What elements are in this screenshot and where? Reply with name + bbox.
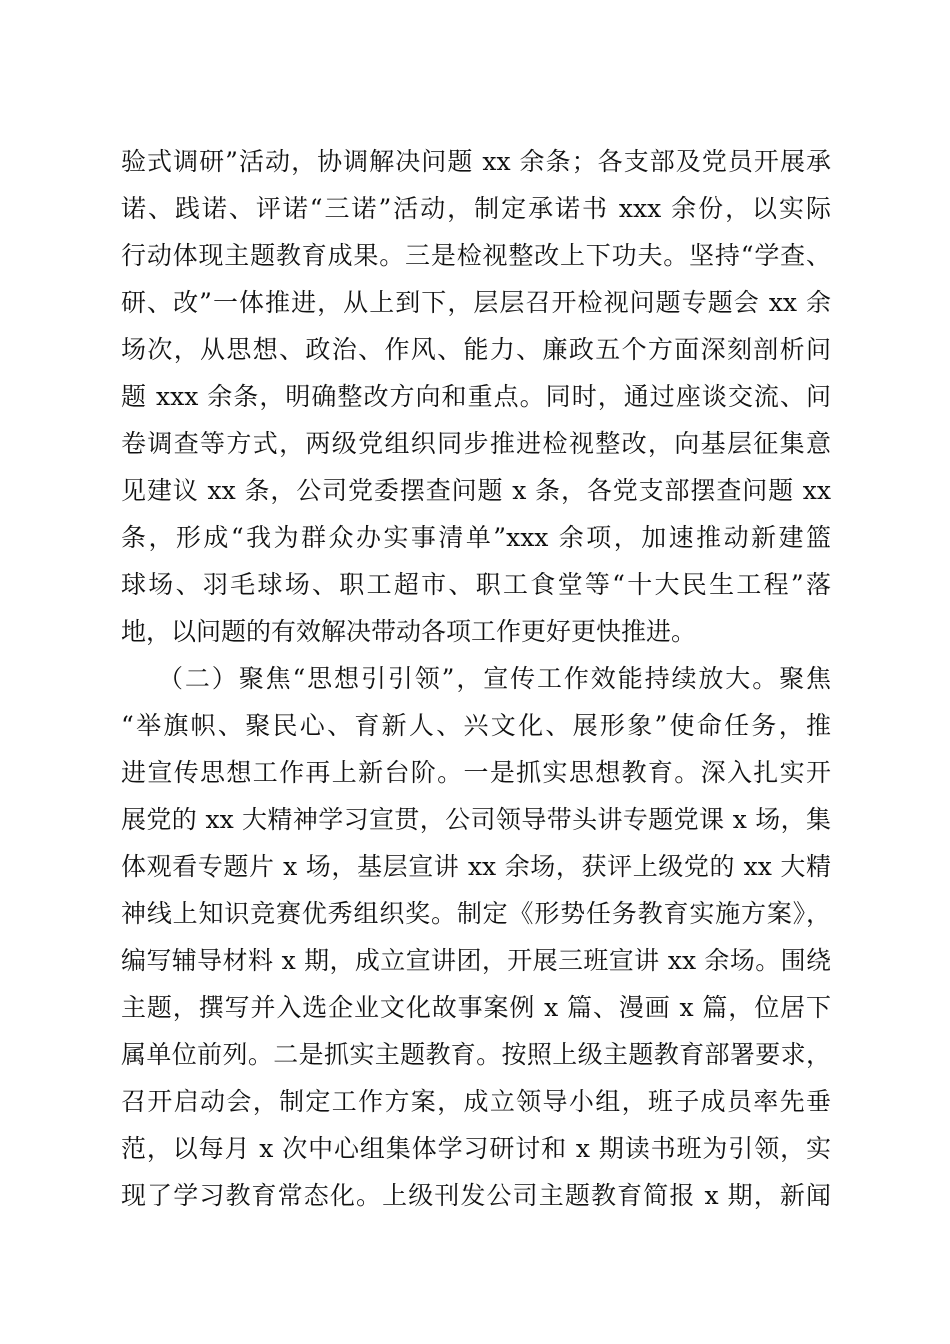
text-line-4: 研、改”一体推进，从上到下，层层召开检视问题专题会 xx 余 [121,288,831,317]
text-line-23: 现了学习教育常态化。上级刊发公司主题教育简报 x 期，新闻 [121,1181,831,1210]
text-line-21: 召开启动会，制定工作方案，成立领导小组，班子成员率先垂 [121,1087,831,1116]
text-line-5: 场次，从思想、政治、作风、能力、廉政五个方面深刻剖析问 [121,335,831,364]
text-line-16: 体观看专题片 x 场，基层宣讲 xx 余场，获评上级党的 xx 大精 [121,852,831,881]
text-line-14: 进宣传思想工作再上新台阶。一是抓实思想教育。深入扎实开 [121,758,831,787]
section-heading-line: （二）聚焦“思想引引领”，宣传工作效能持续放大。聚焦 [158,664,831,693]
text-line-6: 题 xxx 余条，明确整改方向和重点。同时，通过座谈交流、问 [121,382,831,411]
text-line-18: 编写辅导材料 x 期，成立宣讲团，开展三班宣讲 xx 余场。围绕 [121,946,831,975]
text-line-15: 展党的 xx 大精神学习宣贯，公司领导带头讲专题党课 x 场，集 [121,805,831,834]
text-line-13: “举旗帜、聚民心、育新人、兴文化、展形象”使命任务，推 [121,711,831,740]
text-line-19: 主题，撰写并入选企业文化故事案例 x 篇、漫画 x 篇，位居下 [121,993,831,1022]
text-line-9: 条，形成“我为群众办实事清单”xxx 余项，加速推动新建篮 [121,523,831,552]
text-line-8: 见建议 xx 条，公司党委摆查问题 x 条，各党支部摆查问题 xx [121,476,831,505]
text-line-20: 属单位前列。二是抓实主题教育。按照上级主题教育部署要求， [121,1040,831,1069]
text-line-1: 验式调研”活动，协调解决问题 xx 余条；各支部及党员开展承 [121,147,831,176]
text-line-17: 神线上知识竞赛优秀组织奖。制定《形势任务教育实施方案》， [121,899,831,928]
text-line-3: 行动体现主题教育成果。三是检视整改上下功夫。坚持“学查、 [121,241,831,270]
text-line-2: 诺、践诺、评诺“三诺”活动，制定承诺书 xxx 余份，以实际 [121,194,831,223]
text-line-11: 地，以问题的有效解决带动各项工作更好更快推进。 [121,617,697,646]
text-line-10: 球场、羽毛球场、职工超市、职工食堂等“十大民生工程”落 [121,570,831,599]
text-line-22: 范，以每月 x 次中心组集体学习研讨和 x 期读书班为引领，实 [121,1134,831,1163]
text-line-7: 卷调查等方式，两级党组织同步推进检视整改，向基层征集意 [121,429,831,458]
